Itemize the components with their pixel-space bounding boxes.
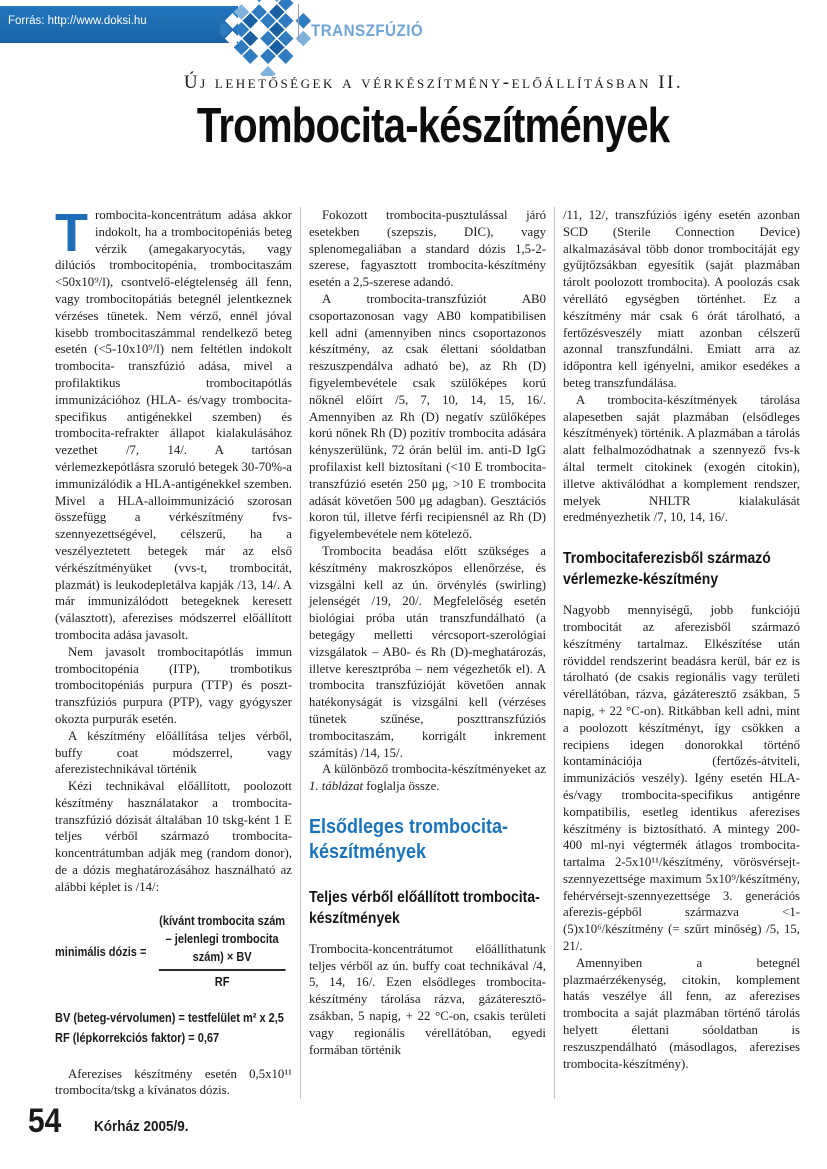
column-divider-1 [300,207,301,1099]
dropcap-letter: T [55,203,88,263]
section-heading-primary-preparations: Elsődleges trombocita-készítmények [309,815,509,863]
col1-paragraph-5: Aferezises készítmény esetén 0,5x10¹¹ trombocita/tskg a kívánatos dózis. [55,1066,292,1098]
col2-paragraph-4-post: foglalja össze. [363,779,440,794]
formula-label: minimális dózis = [55,944,147,959]
formula-note-rf: RF (lépkorrekciós faktor) = 0,67 [55,1030,220,1045]
formula-denominator: RF [214,975,230,990]
col1-paragraph-3: A készítmény előállítása teljes vérből, buffy coat módszerrel, vagy aferezistechnikával történik [55,728,292,777]
page-footer [28,1104,199,1138]
col2-paragraph-4 [309,761,546,795]
column-2 [309,207,546,1099]
col2-paragraph-1: Fokozott trombocita-pusztulással járó esetekben (szepszis, DIC), vagy splenomegaliában a standard dózis 1,5-2-szerese, fagyasztott trombocita-készítmény esetén a 2,5-szerese adandó. [309,208,546,290]
source-url-text: Forrás: http://www.doksi.hu [8,15,147,27]
col2-paragraph-3: Trombocita beadása előtt szükséges a készítmény makroszkópos ellenőrzése, és vizsgálni kell az ún. örvénylés (swirling) jelenségét /19, 20/. Megfelelőség esetén biológiai próba után transzfundálható (a betegágy melletti vércsoport-szerológiai vizsgálatok – AB0- és Rh (D)-meghatározás, illetve keresztpróba – nem végezhetők el). A trombocita transzfúzióját követően annak hatékonyságát is vizsgálni kell (vérzéses tünetek szűnése, poszttranszfúziós trombocitaszám, korrigált inkrement számítás) /14, 15/. [309,543,546,760]
header-blue-bar [0,6,238,43]
subheading-whole-blood: Teljes vérből előállított trombocita-készítmények [309,888,540,927]
section-label: TRANSZFÚZIÓ [311,22,424,40]
page-number: 54 [28,1102,62,1140]
col1-paragraph-1-text: rombocita-koncentrátum adása akkor indokolt, ha a trombocitopéniás beteg vérzik (amegakaryocytás, vagy dilúciós trombocitopénia, trombocitaszám <50x10⁹/l), csontvelő-elégtelenség áll fenn, vagy trombocitopátiás betegnél jelentkeznek vérzéses tünetek. Nem vérző, ennél jóval kisebb trombocitaszámmal rendelkező beteg esetén (<5-10x10⁹/l) nem feltétlen indokolt trombocita- transzfúzió adása, mivel a profilaktikus trombocitapótlás immunizációhoz (HLA- és/vagy trombocita-specifikus antigénekkel szemben) és trombocita-refrakter állapot kialakulásához vezethet /7, 14/. A tartósan vérlemezkepótlásra szoruló betegek 30-70%-a immunizálódik a HLA-antigénekkel szemben. Mivel a HLA-alloimmunizáció szorosan összefügg a vérkészítmény fvs-szennyezettségével, célszerű, ha a veszélyeztetett betegek már az első vérkészítményüket (vvs-t, trombocitát, plazmát) is leukodepletálva kapják /13, 14/. A már immunizálódott betegeknek keresett (választott), aferezises módszerrel előállított trombocita adása javasolt. [55,208,292,642]
fraction-bar [159,969,286,971]
col1-paragraph-4: Kézi technikával előállított, poolozott készítmény használatakor a trombocita-transzfúzió dózisát általában 10 tskg-ként 1 E teljes vérből származó trombocita-koncentrátumban adják meg (random donor), de a dózis meghatározásához használható az alábbi képlet is /14/: [55,779,292,894]
article-body [55,203,800,1099]
col2-paragraph-4-pre: A különböző trombocita-készítményeket az [322,762,546,777]
column-1 [55,203,292,1099]
header-divider-line [298,4,299,42]
column-3 [563,207,800,1099]
col3-paragraph-4: Amennyiben a betegnél plazmaérzékenység, citokin, komplement hatás veszélye áll fenn, az aferezises trombocita a saját plazmában történő tárolás helyett élettani sóoldatban is reszuszpendálható (másodlagos, aferezises trombocita-készítmény). [563,955,800,1071]
mosaic-logo-icon [220,0,316,76]
col1-paragraph-2: Nem javasolt trombocitapótlás immun trombocitopénia (ITP), trombotikus trombocitopéniás purpura (TTP) és poszt-transzfúziós purpura (PTP), vagy gyógyszer okozta purpurák esetén. [55,644,292,726]
formula-numerator-line1: (kívánt trombocita szám [159,913,286,928]
col2-paragraph-5: Trombocita-koncentrátumot előállíthatunk teljes vérből az ún. buffy coat technikával /4, 5, 14, 16/. Ezen elsődleges trombocita-készítmény tárolása rázva, gázáteresztő-zsákban, 5 napig, + 22 °C-on, csakis területi vagy regionális vérellátóban, egyedi formában történik [309,941,546,1057]
col3-paragraph-2: A trombocita-készítmények tárolása alapesetben saját plazmában (elsődleges készítmények) történik. A plazmában a tárolás alatt felhalmozódhatnak a szennyező fvs-k által termelt citokinek (exogén citokin), illetve aktiválódhat a komplement rendszer, melyek NHLTR kialakulását eredményezhetik /7, 10, 14, 16/. [563,392,800,525]
subheading-apheresis: Trombocitaferezisből származó vérlemezke-készítmény [563,550,771,589]
article-title: Trombocita-készítmények [197,99,670,153]
dose-formula [55,912,291,1048]
col2-paragraph-2: A trombocita-transzfúziót AB0 csoportazonosan vagy AB0 kompatibilisen kell adni (amennyiben nincs csoportazonos készítmény, az csak élettani sóoldatban reszuszpendálva adható be), az Rh (D) figyelembevétele csak szülőképes korú nőknél előírt /5, 7, 10, 14, 15, 16/. Amennyiben az Rh (D) negatív szülőképes korú nőnek Rh (D) pozitív trombocita adására kényszerülünk, 72 órán belül im. anti-D IgG profilaxist kell biztosítani (<10 E trombocita-transzfúzió esetén 250 μg, >10 E trombocita adását követően 500 μg adagban). Gesztációs koron túl, illetve férfi recipiensnél az Rh (D) figyelembevétele nem kötelező. [309,291,546,542]
formula-fraction [153,912,290,992]
table-reference: 1. táblázat [309,779,364,794]
formula-note-bv: BV (beteg-vérvolumen) = testfelület m² x 2,5 [55,1010,284,1025]
formula-numerator-line2: – jelenlegi trombocita szám) × BV [165,931,279,964]
col3-paragraph-3: Nagyobb mennyiségű, jobb funkciójú trombocitát az aferezisből származó készítmény tartalmaz. Elkészítése után röviddel rendszerint beadásra kerül, bár ez is tárolható (de csakis regionális vagy területi vérellátóban, rázva, gázáteresztő zsákban, 5 napig, + 22 °C-on). Ritkábban kell adni, mint a poolozott készítményt, így csökken a recipiens idegen donorokkal történő kontaminációja (fertőzés-átviteli, immunizációs veszély). Igény esetén HLA- és/vagy trombocita-specifikus antigénre kompatibilis, esetleg identikus aferezises készítmény is biztosítható. A mintegy 200-400 ml-nyi végtermék átlagos trombocita-tartalma 2-5x10¹¹/készítmény, vörösvérsejt-szennyezettsége maximum 5x10⁹/készítmény, fehérvérsejt-szennyezettsége 3. generációs aferezis-gépből származva <1-(5)x10⁶/készítmény (= szűrt minőség) /5, 15, 21/. [563,603,800,954]
journal-issue: Kórház 2005/9. [93,1118,189,1135]
col1-paragraph-1 [55,203,292,644]
column-divider-2 [554,207,555,1099]
col3-paragraph-1: /11, 12/, transzfúziós igény esetén azonban SCD (Sterile Connection Device) alkalmazásával több donor trombocitáját egy gyűjtőzsákban egyesítik (saját plazmában tárolt poolozott trombocita). A poolozás csak vérellátó egységben történhet. Ez a készítmény már csak 6 órát tárolható, a fertőzésveszély miatt azonban célszerű azonnal transzfundálni. Emiatt arra az időpontra kell igényelni, amikor esedékes a beteg transzfundálása. [563,208,800,390]
article-kicker: Új lehetőségek a vérkészítmény-előállításban II. [183,72,684,93]
